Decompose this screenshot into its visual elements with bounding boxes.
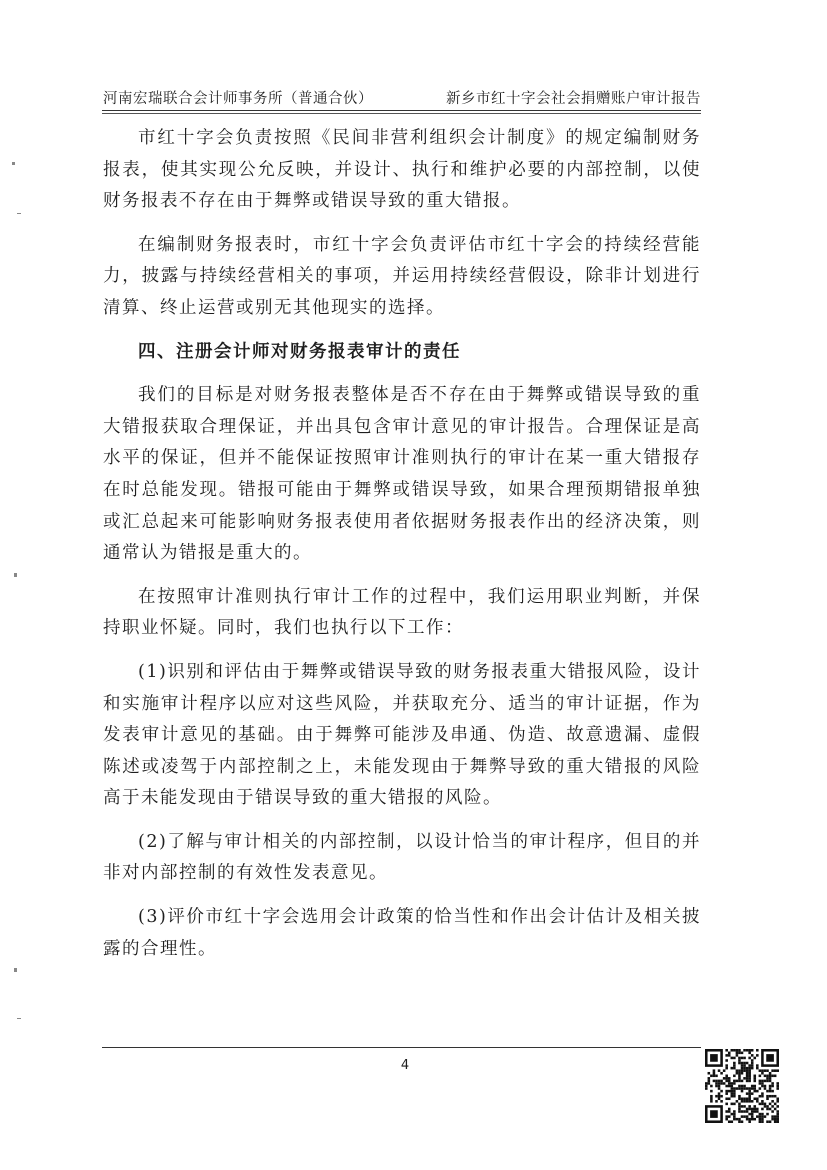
document-body — [103, 123, 701, 977]
header-firm-name: 河南宏瑞联合会计师事务所（普通合伙） — [103, 91, 373, 107]
footer-divider — [102, 1047, 701, 1048]
scan-mark — [12, 162, 15, 165]
paragraph: 市红十字会负责按照《民间非营利组织会计制度》的规定编制财务报表，使其实现公允反映，并设计、执行和维护必要的内部控制，以使财务报表不存在由于舞弊或错误导致的重大错报。 — [103, 128, 701, 212]
qr-code-icon — [705, 1049, 779, 1123]
header-report-title: 新乡市红十字会社会捐赠账户审计报告 — [446, 91, 701, 107]
scan-mark — [14, 573, 17, 577]
page-number: 4 — [400, 1058, 410, 1073]
list-item: (2)了解与审计相关的内部控制，以设计恰当的审计程序，但目的并非对内部控制的有效性发表意见。 — [103, 831, 701, 884]
scan-mark — [17, 1018, 21, 1019]
section-heading: 四、注册会计师对财务报表审计的责任 — [138, 341, 461, 362]
list-item: (3)评价市红十字会选用会计政策的恰当性和作出会计估计及相关披露的合理性。 — [103, 907, 701, 959]
scan-mark — [14, 968, 17, 972]
paragraph: 在按照审计准则执行审计工作的过程中，我们运用职业判断，并保持职业怀疑。同时，我们也执行以下工作： — [103, 586, 701, 639]
page-header — [103, 89, 701, 109]
paragraph: 我们的目标是对财务报表整体是否不存在由于舞弊或错误导致的重大错报获取合理保证，并出具包含审计意见的审计报告。合理保证是高水平的保证，但并不能保证按照审计准则执行的审计在某一重大错报存在时总能发现。错报可能由于舞弊或错误导致，如果合理预期错报单独或汇总起来可能影响财务报表使用者依据财务报表作出的经济决策，则通常认为错报是重大的。 — [103, 385, 701, 564]
scan-mark — [17, 213, 21, 214]
list-item: (1)识别和评估由于舞弊或错误导致的财务报表重大错报风险，设计和实施审计程序以应对这些风险，并获取充分、适当的审计证据，作为发表审计意见的基础。由于舞弊可能涉及串通、伪造、故意遗漏、虚假陈述或凌驾于内部控制之上，未能发现由于舞弊导致的重大错报的风险高于未能发现由于错误导致的重大错报的风险。 — [103, 661, 701, 809]
header-divider-thin — [102, 113, 701, 114]
header-divider — [102, 110, 701, 111]
paragraph: 在编制财务报表时，市红十字会负责评估市红十字会的持续经营能力，披露与持续经营相关的事项，并运用持续经营假设，除非计划进行清算、终止运营或别无其他现实的选择。 — [103, 234, 701, 318]
